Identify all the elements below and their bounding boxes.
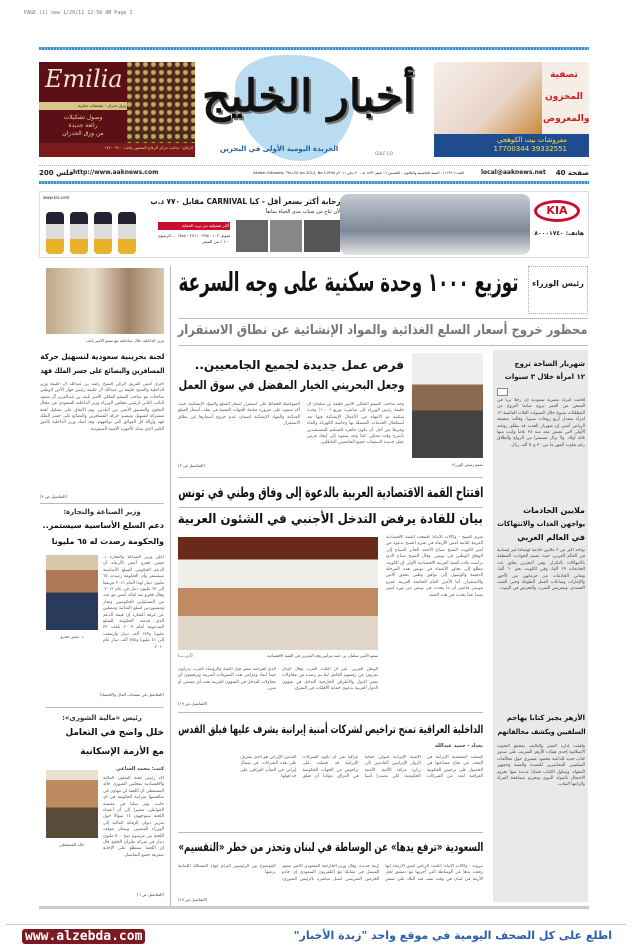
divider	[178, 477, 483, 478]
ad-footer: الرفاع - بجانب مركز الرفاع المعمور هاتف: ١٧٧٠٠٧٧٠	[39, 143, 195, 157]
right-headline5: في العالم العربي	[517, 533, 585, 542]
story1-headline2: وجعل البحريني الخيار المفضل في سوق العمل	[178, 378, 404, 392]
photo-caption: سمو رئيس الوزراء	[452, 462, 483, 467]
divider	[178, 832, 483, 833]
ad-brand: Emilia	[45, 65, 123, 93]
right-body3: وافقت إدارة النشر والتأليف بمجمع البحوث الإسلامية إحدى هيئات الأزهر الشريف على صدور كتاب جديد للداعية محمود عسيري حول مخالفات السلفيين المعاصرين للعقيدة والسنة وجمهور الفقهاء. ويتناول الكتاب قضايا عديدة منها تحريم الاحتفال بالمولد النبوي وتحريم مصافحة المرأة والزامها النقاب.	[497, 744, 585, 788]
kia-headline: رحابة أكثر بسعر أقل - كيا CARNIVAL مقابل ٧٧٠ د.ب	[149, 197, 340, 206]
jar-graphic	[46, 212, 64, 254]
more-link[interactable]: (التفاصيل ص ٢)	[40, 494, 68, 499]
left-headline3: دعم السلع الأساسية سيستمر..	[42, 521, 164, 530]
issue-info: العدد (١١٩٩٠) - السنة الخامسة والثلاثون - الخميس ١٦ صفر ١٤٣٢ هـ - ٢٠ يناير ٢٠١١م Akhbar Alkhaleej, Thu 20 Jan 2011, No 11990	[253, 171, 464, 175]
footer-slogan: اطلع على كل الصحف اليومية في موقع واحد "زبدة الأخبار"	[293, 929, 612, 942]
story4-headline: السعودية «ترفع يدها» عن الوساطة في لبنان وتحذر من خطر «التقسيم»	[178, 840, 483, 854]
left-byline3: كتب: محمد الساعي	[116, 766, 164, 772]
ad-line: من ورق الجدران	[62, 130, 104, 137]
top-rule	[39, 47, 589, 50]
divider	[178, 345, 588, 346]
more-link[interactable]: (التفاصيل في صفحات المال والاقتصاد)	[99, 692, 164, 697]
more-link[interactable]: (التفاصيل ص ١٩)	[178, 701, 208, 706]
left-body3: أكد رئيس لجنة الشئون المالية والاقتصادية بمجلس الشورى خالد المسقطي أن اللجنة لن تتهاون في مناقشتها ميزانية الحكومة في أي جانب يؤثر سلبا في معيشة المواطن، مشيرا إلى أن أعضاء اللجنة سيوجهون ١٤ سؤالا حول تقرير ديوان الرقابة المالية إلى الوزراء المعنيين. وبشأن موقف اللجنة من مرسوم ضخ ٥٠٠ مليون دينار في شركة طيران الخليج قال إن اللجنة ستطلع على الإجابة بمعرفة جميع التفاصيل.	[103, 776, 164, 858]
ad-words	[543, 64, 589, 130]
left-headline1: لجنة بحرينية سعودية لتسهيل حركة	[39, 352, 164, 361]
tagline: الجريدة اليومية الأولى في البحرين	[220, 145, 339, 153]
ad-image	[434, 62, 542, 134]
right-body2: تواجه أكثر من ٣ ملايين خادمة أوضاعا غير إنسانية في العالم العربي، حيث تتسم الحوادث المتعلقة بالانتهاكات بالتكرار. وفي البحرين تجاوز عدد الخادمات ١٩ ألفا، وفي الكويت نحو ٦٠ ألفا. وتعاني الخادمات من حرمانهن من الأجور والإجازات وساعات العمل الطويلة وحتى العنف الجسدي. ويتعرضن للضرب والتحرش في البيوت.	[497, 548, 585, 592]
more-link[interactable]: (التفاصيل ص ٣)	[178, 463, 206, 468]
more-link[interactable]: (التفاصيل ص ١٩)	[178, 897, 208, 902]
car-image	[340, 194, 530, 255]
right-body1-lead	[510, 388, 585, 396]
newspaper-name: أخبار الخليج	[202, 71, 415, 122]
print-slug: PAGE (1) new 1/20/11 12:56 AM Page 1	[24, 10, 133, 16]
checkbox-icon	[497, 388, 508, 396]
kia-logo: KIA	[534, 200, 580, 222]
story3-byline: بغداد - حميد عبدالله	[434, 743, 483, 749]
story4-body: بيروت - وكالات الأنباء: أعلنت الرياض أمس الأربعاء أنها رفعت يدها عن الوساطة التي أجرتها مع دمشق لحل الأزمة في لبنان في وقت تقف فيه البلاد على شفير أزمة جديدة. وقال وزير الخارجية السعودي الأمير سعود الفيصل في مقابلة مع التلفزيون السعودي إن خادم الحرمين الشريفين اتصل مباشرة بالرئيس السوري. الموضوع بين الرئيسين التزام إنهاء المشكلة اللبنانية برمتها.	[178, 864, 483, 882]
story1-headline1: فرص عمل جديدة لجميع الجامعيين..	[194, 358, 404, 372]
story2-body2: الوطن العربي. غير أن القادة العرب وقال البيان يعربون عن رفضهم الكامل لما تم رصده من محاولات بعض الدول والأطراف الخارجية التدخل في شؤون الدول العربية بدعوى حماية الأقليات في الشرق.	[282, 667, 378, 692]
footer-site-link[interactable]: www.alzebda.com	[22, 929, 145, 944]
story3-body: كشفت المفتشية الإيرانية في النجف عن نجاح مساعيها في الحصول على ترخيص الحكومة العراقية لعدد من الشركات الأمنية الإيرانية لتتولى حماية الزوار الإيرانيين القادمين إلى زيارة مراقد الأئمة. الأمنية الحكومية. لكن مصدرا أمنيا عراقيا نفى أن تكون الشركات الإيرانية قد حصلت على تراخيص من الجهات الحكومية في العراق، مؤكدا أن فيلق القدس الإيراني هو الذي يشرف على هذه الشركات. في شمال إيراني في الشأن العراقي على حد قولها.	[240, 755, 483, 780]
summit-photo	[178, 537, 378, 650]
masthead-logo[interactable]	[202, 55, 415, 163]
right-headline3: ملايين الخادمات	[523, 506, 585, 515]
story2-body: شرم الشيخ - وكالات الأنباء: افتتحت القمة الاقتصادية العربية الثانية أمس الأربعاء في شرم الشيخ بدعوة من أمير الكويت الشيخ صباح الأحمد الجابر الصباح إلى الوفاق الوطني في تونس. وقال الشيخ صباح الذي ترأست بلاده القمة العربية الاقتصادية الأولى إن الكويت تتطلع إلى تجاوز الأشقاء في تونس هذه المرحلة الدقيقة والوصول إلى توافق وطني يحقق الأمن والاستقرار. أما الأمين العام للجامعة العربية عمرو موسى فاعتبر أن ما يحدث في تونس من ثورة ليس بعيدا عما يحدث في هذه القمة.	[386, 535, 483, 598]
ad-word: والمعروض	[543, 114, 589, 124]
est-mark: GULF CO	[375, 151, 393, 156]
divider	[46, 707, 164, 708]
photo-caption: سمو الأمير سلمان بن حمد يترأس وفد البحرين في القمة الاقتصادية	[267, 653, 378, 658]
lead-subhead: محظور خروج أسعار السلع الغذائية والمواد الإنشائية عن نطاق الاستقرار	[177, 323, 588, 338]
left-headline5: خلل واضح في التعامل	[65, 728, 164, 738]
story3-headline: الداخلية العراقية تمنح تراخيص لشركات أمنية إيرانية يشرف عليها فيلق القدس	[178, 722, 483, 736]
right-headline2: ١٢ امرأة خلال ٣ سنوات	[504, 373, 585, 381]
footer-banner[interactable]	[0, 922, 632, 952]
lead-headline: توزيع ١٠٠٠ وحدة سكنية على وجه السرعة	[178, 268, 518, 298]
photo-credit: (أ.ف.ب)	[178, 653, 193, 658]
story1-body-a: وجه صاحب السمو الملكي الأمير خليفة بن سلمان آل خليفة رئيس الوزراء إلى مباشرة توزيع (١٠٠٠) وحدة سكنية تم الانتهاء من الأعمال الإنشائية فيها بعد استكمال الخدمات المتصلة بها وخاصة الكهرباء والماء وغيرها من أجل أن تكون جاهزة للتسليم للمستفيدين بأسرع وقت ممكن. كما وجه سموه إلى إيجاد فرص عمل جديدة لاستيعاب جميع الجامعيين العاطلين.	[307, 402, 404, 446]
ad-word: المخزون	[545, 92, 583, 102]
kia-thumbnails	[236, 220, 340, 252]
jar-graphic	[118, 212, 136, 254]
left-body1: أجرى أمس الفريق الركن الشيخ راشد بن عبدالله آل خليفة وزير الداخلية والشيخ خليفة بن عبدالله آل خليفة رئيس جهاز الأمن الوطني مباحثات مع صاحب السمو الملكي الأمير نايف بن عبدالعزيز آل سعود النائب الثاني لرئيس مجلس الوزراء وزير الداخلية السعودي في مجال التعاون والتنسيق الأمني بين البلدين، وتم الاتفاق على تشكيل لجنة مشتركة لتسهيل وتيسير حركة المسافرين والبضائع على جسر الملك فهد وإزالة كل العوائق التي تواجههم. وقد أشاد وزير الداخلية بالدور الكبير الذي تبذله الأجهزة الأمنية السعودية.	[40, 382, 164, 432]
divider	[40, 503, 164, 504]
right-headline1: شهريار الساحة تزوج	[514, 360, 585, 368]
page-count: 40 صفحة	[555, 169, 589, 177]
divider	[178, 318, 588, 319]
story2-body3: الذي اقترحته مصر قبل القمة والرؤساء العرب يدركون جيدا أبعاد ومرامي هذه التصرفات المريبة ويرفضون أي محاولات للتدخل في الشؤون العربية تحت أي مسمى أو مبرر.	[178, 667, 276, 692]
ad-line: رائعة جديدة	[68, 122, 98, 129]
website-link[interactable]: http://www.aaknews.com	[73, 169, 159, 176]
price: 200 فلس	[39, 169, 74, 177]
meeting-photo	[46, 268, 164, 334]
right-headline4: يواجهن العذاب والانتهاكات	[497, 520, 585, 528]
kia-sub: لأن تتاح من شباب مدى الحياة سابقاً	[265, 209, 340, 215]
kia-site: www.kia.com	[43, 195, 70, 200]
photo-caption: د. حسن فخرو	[60, 634, 84, 639]
kia-carnival-ad[interactable]	[39, 191, 589, 258]
divider	[178, 712, 483, 713]
footer-rule	[6, 924, 626, 925]
ad-line: وصول تشكيلات	[63, 114, 103, 121]
prime-minister-photo	[412, 353, 483, 458]
minister-photo	[46, 555, 98, 630]
bottom-rule	[39, 906, 589, 909]
emilia-ad[interactable]	[39, 62, 195, 157]
shura-member-photo	[46, 770, 98, 838]
lead-kicker: رئيس الوزراء	[528, 266, 588, 314]
left-headline2: المسافرين والبضائع على جسر الملك فهد	[40, 366, 164, 375]
story1-body-b: المتواصلة للحفاظ على استقرار أسعار السلع والمواد الإنشائية، حيث أكد سموه على ضرورة متابعة الجهات المعنية في تقلب أسعار السلع الغذائية والمواد الإنشائية لضمان عدم خروج أسعارها عن نطاق الاستقرار.	[178, 402, 300, 427]
furniture-ad[interactable]	[434, 62, 589, 157]
ad-company: مفروشات بيت الكوهجي	[496, 136, 567, 144]
kia-red-note: أكثر شمولية من بريد الحماية	[158, 222, 230, 230]
jar-graphic	[70, 212, 88, 254]
left-headline4: والحكومة رصدت له ٦٥ مليونا	[51, 537, 164, 546]
ad-bar	[434, 134, 589, 157]
right-headline7: السلفيين ويكشف مخالفاتهم	[497, 728, 585, 736]
more-link[interactable]: (التفاصيل ص ٦)	[136, 892, 164, 897]
left-kicker3: رئيس «مالية الشورى»:	[62, 714, 142, 722]
kia-details: تمويل ١٠٢ : ٣٩٥ - ٢٧١١ - ١٧٥٥ ... الرسوم ١٠٠ ٪ من السعر	[158, 233, 230, 244]
kia-phone: هاتف: ٨٠٠٠١٧٤٠	[534, 230, 584, 237]
story2-headline2: بيان للقادة يرفض التدخل الأجنبي في الشئون العربية	[177, 512, 483, 527]
ad-strip: ورق جدران - مجمعات تجارية	[39, 102, 127, 110]
ad-word: تصفية	[550, 70, 578, 80]
right-headline6: الأزهر يجيز كتابا يهاجم	[506, 714, 585, 722]
ad-phones: 17700344 39332551	[493, 145, 567, 153]
story2-headline1: افتتاح القمة الاقتصادية العربية بالدعوة إلى وفاق وطني في تونس	[177, 485, 483, 501]
ad-text	[41, 114, 125, 138]
info-rule	[39, 181, 589, 184]
photo-caption: خالد المسقطي	[59, 842, 85, 847]
left-body2: أعلن وزير الصناعة والتجارة د. حسن فخرو أمس الأربعاء أن الدعم الحكومي للسلع الأساسية سيستمر وأن الحكومة رصدت ٦٥ مليون دينار لهذا العام ٢٠١١ مرتفعا إلى ٦٧ مليون دينار في عام ٢٠١٢. وقال فخرو بعد لقائه أمس مع عدد من المسئولين الحكوميين وتجار ومستوردين لسلع الغذائية وممثلين عن غرفة التجارة إن قيمة الدعم الذي قدمته الحكومة للسلع المدعومة لعام ٢٠٠٩ بلغت ٣٢ مليونا و١٧٣ ألف دينار وارتفعت إلى ٤١ مليونا و٧٨٤ ألف دينار عام ٢٠١٠.	[103, 555, 164, 650]
left-headline6: مع الأزمة الإسكانية	[80, 747, 164, 757]
column-divider	[170, 266, 171, 906]
right-body1: أقامت امرأة مصرية سعودية إن رجلا ثريا في السجن من العمر تزوج سابقا التزوج من المطلقات شيوع خلال السنوات الثلاث الماضية ١٢ امرأة بمعدل أربع زوجات سنويا. وقالت صحيفة الرياض أمس إن شهريار الجديد قد يطلق زوجته الأولى التي تعيش معه منذ ٢٨ عاما ولديه منها ثلاثة أولاد. ولا يزال مستمرا من الزواج والطلاق رغم تفاوت المهر ما بين ٣٠ و٥٠ ألف ريال.	[497, 398, 585, 448]
info-bar	[39, 165, 589, 180]
photo-caption: وزير الداخلية خلال مباحثاته مع سمو الأمير نايف	[86, 338, 164, 343]
left-kicker2: وزير الصناعة والتجارة:	[63, 508, 141, 516]
email-link[interactable]: local@aaknews.net	[481, 169, 546, 176]
jar-graphic	[94, 212, 112, 254]
divider	[178, 507, 483, 508]
